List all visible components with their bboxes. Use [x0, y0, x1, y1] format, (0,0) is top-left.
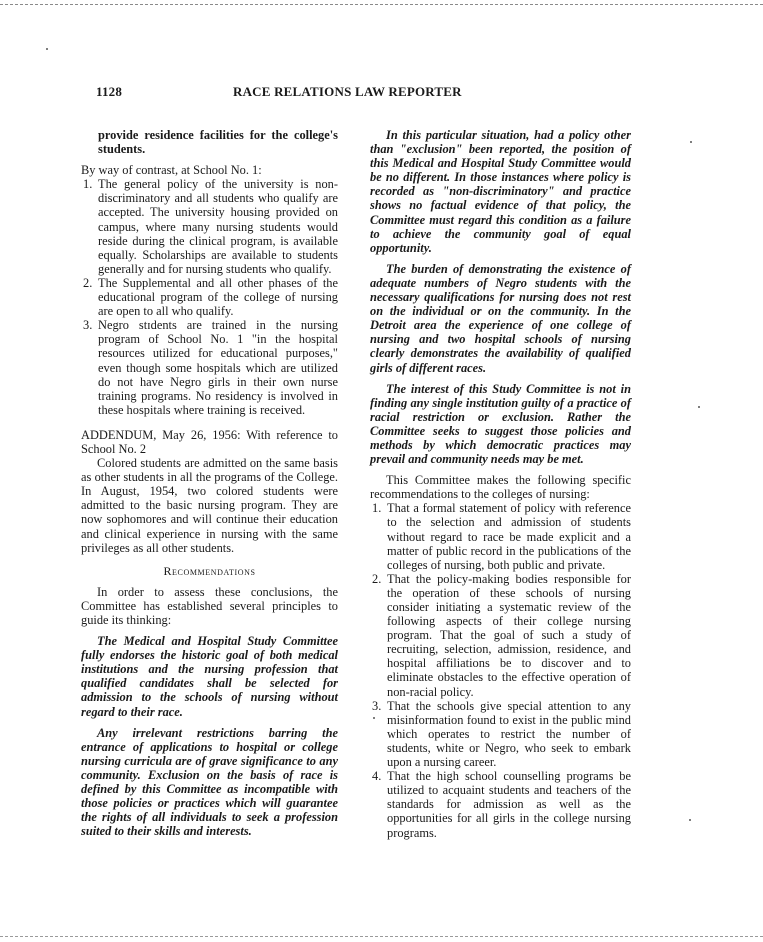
scan-speck [46, 48, 48, 50]
list-item [81, 276, 338, 318]
principle-paragraph: The burden of demonstrating the existence of adequate numbers of Negro students with the necessary qualifications for nursing does not rest on the individual or on the community. In the Detroit area the experience of one college of nursing and two hospital schools of nursing clearly demonstrates the availability of qualified girls of different races. [370, 261, 631, 375]
top-scan-border [0, 4, 763, 5]
list-item [81, 318, 338, 417]
principles-paragraph: In order to assess these conclusions, the Committee has established several principles to guide its thinking: [81, 584, 338, 627]
list-number: 1. [83, 177, 93, 192]
recommendation-item [370, 699, 631, 769]
list-text: That the schools give special attention to any misinformation found to exist in the public mind which operates to restrict the number of students, white or Negro, who seek to embark upon a nursing career. [387, 698, 631, 770]
list-number: 4. [372, 769, 382, 784]
left-column [81, 128, 338, 838]
recommendations-intro: This Committee makes the following specific recommendations to the colleges of nursing: [370, 473, 631, 502]
running-title: RACE RELATIONS LAW REPORTER [233, 84, 462, 99]
contrast-paragraph: By way of contrast, at School No. 1: [81, 163, 262, 178]
section-heading: Recommendations [163, 563, 256, 578]
recommendation-item [370, 769, 631, 839]
list-number: 1. [372, 501, 382, 516]
list-number: 2. [83, 275, 93, 290]
addendum-paragraph: Colored students are admitted on the same basis as other students in all the programs of the College. In August, 1954, two colored students were admitted to the basic nursing program. They are now sophomores and will continue their education and clinical experience in nursing with the same privileges as all other students. [81, 456, 338, 555]
list-text: The Supplemental and all other phases of the educational program of the college of nursing are open to all who qualify. [98, 275, 338, 319]
addendum-heading: ADDENDUM, May 26, 1956: With reference to School No. 2 [81, 427, 338, 456]
list-text: That the high school counselling programs be utilized to acquaint students and teachers of the standards for admission as well as the opportunities for all girls in the college nursing programs. [387, 769, 631, 840]
continued-paragraph: provide residence facilities for the college's students. [98, 128, 338, 157]
principle-paragraph: The interest of this Study Committee is not in finding any single institution guilty of a practice of racial restriction or exclusion. Rather the Committee seeks to suggest those policies and methods by which democratic practices may prevail and community needs may be met. [370, 381, 631, 467]
scan-speck [689, 819, 691, 821]
scan-speck [698, 406, 700, 408]
principle-paragraph: In this particular situation, had a policy other than "exclusion" been reported, the position of this Medical and Hospital Study Committee would be no different. In those instances where policy is recorded as "non-discriminatory" and practice shows no factual evidence of that policy, the Committee must regard this condition as a failure to achieve the community goal of equal opportunity. [370, 128, 631, 255]
list-text: That the policy-making bodies responsible for the operation of these schools of nursing consider initiating a systematic review of the following aspects of their college nursing program. That the goal of such a study of recruiting, selection, admission, residence, and hospital affiliations be to discover and to eliminate obstacles to the effective operation of non-racial policy. [387, 571, 631, 699]
list-text: The general policy of the university is non-discriminatory and all students who qualify are accepted. The university housing provided on campus, where many nursing students would reside during the clinical program, is available equally. Scholarships are available to students generally and for nursing students who qualify. [98, 177, 338, 276]
scan-speck [690, 141, 692, 143]
recommendation-item [370, 501, 631, 571]
list-number: 3. [372, 698, 382, 713]
list-text: Negro stɪdents are trained in the nursing program of School No. 1 "in the hospital resources utilized for educational purposes," even though some hospitals which are utilized do not have Negro girls in their own nurse training programs. No residency is involved in these hospitals where training is received. [98, 318, 338, 417]
right-column [370, 128, 631, 840]
recommendation-item [370, 572, 631, 699]
bottom-scan-border [0, 936, 763, 937]
principle-paragraph: The Medical and Hospital Study Committee fully endorses the historic goal of both medical institutions and the nursing profession that qualified candidates shall be selected for admission to the schools of nursing without regard to their race. [81, 634, 338, 719]
list-item [81, 177, 338, 276]
list-number: 2. [372, 571, 382, 586]
page-number: 1128 [96, 84, 123, 99]
list-text: That a formal statement of policy with reference to the selection and admission of students without regard to race be made explicit and a matter of public record in the publications of the colleges of nursing, both public and private. [387, 501, 631, 572]
list-number: 3. [83, 318, 93, 333]
principle-paragraph: Any irrelevant restrictions barring the entrance of applications to hospital or college nursing curricula are of grave significance to any community. Exclusion on the basis of race is defined by this Committee as incompatible with those policies or practices which will guarantee the rights of all individuals to seek a profession suited to their skills and interests. [81, 725, 338, 839]
